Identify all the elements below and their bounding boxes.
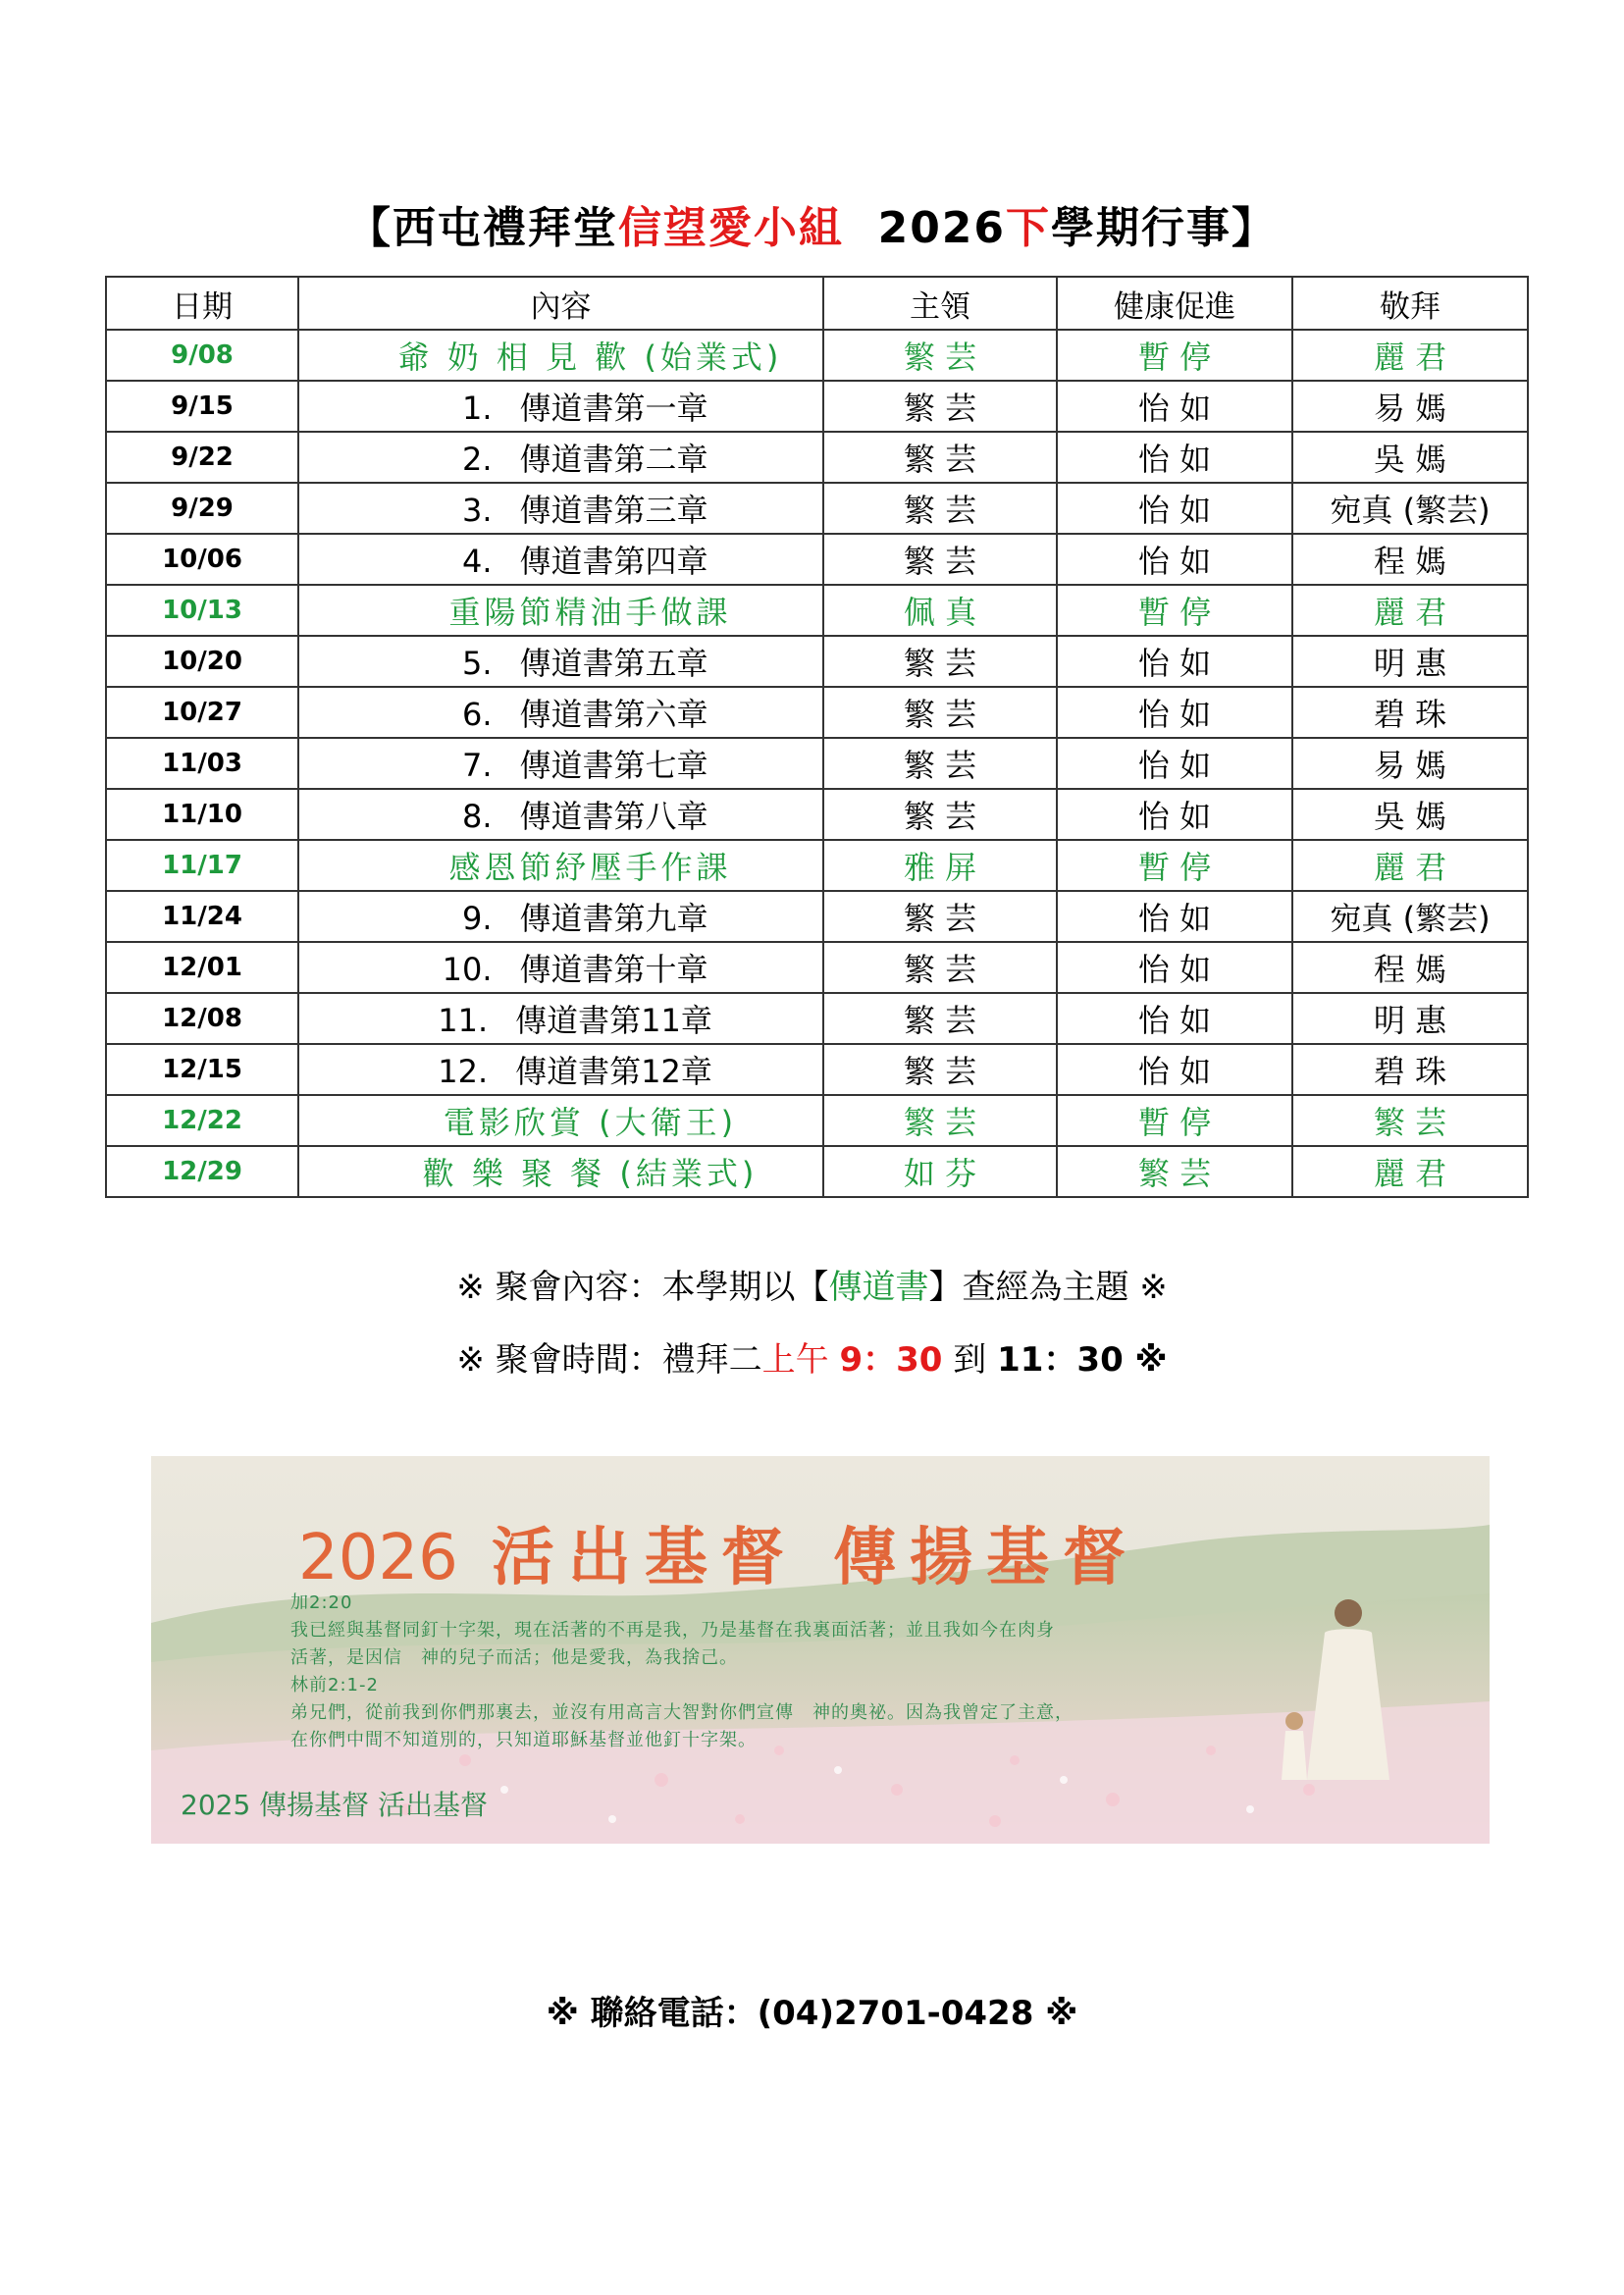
row-worship: 宛真 (繁芸) bbox=[1292, 483, 1528, 534]
row-worship: 易 媽 bbox=[1292, 738, 1528, 789]
row-content bbox=[298, 840, 823, 891]
row-health: 怡 如 bbox=[1057, 432, 1292, 483]
row-number: 5. bbox=[461, 645, 493, 682]
time-end: 11：30 ※ bbox=[997, 1340, 1168, 1380]
row-date: 10/27 bbox=[106, 687, 298, 738]
title-group: 信望愛小組 bbox=[617, 203, 844, 253]
title-year: 2026 bbox=[877, 203, 1007, 253]
row-leader: 繁 芸 bbox=[823, 1044, 1057, 1095]
verse2-line2: 在你們中間不知道別的，只知道耶穌基督並他釘十字架。 bbox=[290, 1730, 757, 1750]
verse2-line1: 弟兄們，從前我到你們那裏去，並沒有用高言大智對你們宣傳 神的奧祕。因為我曾定了主意， bbox=[290, 1702, 1074, 1723]
row-content-text: 傳道書第七章 bbox=[519, 747, 708, 784]
row-leader: 繁 芸 bbox=[823, 432, 1057, 483]
row-health: 怡 如 bbox=[1057, 738, 1292, 789]
row-content bbox=[298, 483, 823, 534]
row-health: 怡 如 bbox=[1057, 1044, 1292, 1095]
row-number: 7. bbox=[461, 747, 493, 784]
row-worship: 明 惠 bbox=[1292, 636, 1528, 687]
verse1-line1: 我已經與基督同釘十字架，現在活著的不再是我，乃是基督在我裏面活著；並且我如今在肉身 bbox=[290, 1620, 1055, 1641]
row-health: 暫 停 bbox=[1057, 840, 1292, 891]
row-content bbox=[298, 330, 823, 381]
row-date: 12/29 bbox=[106, 1146, 298, 1197]
row-worship: 吳 媽 bbox=[1292, 432, 1528, 483]
row-leader: 佩 真 bbox=[823, 585, 1057, 636]
row-worship: 碧 珠 bbox=[1292, 1044, 1528, 1095]
verse-banner bbox=[151, 1456, 1490, 1844]
time-note bbox=[0, 1332, 1624, 1381]
table-row bbox=[106, 534, 1528, 585]
row-content-text: 傳道書第12章 bbox=[515, 1053, 712, 1090]
row-health: 暫 停 bbox=[1057, 585, 1292, 636]
row-number: 11. bbox=[438, 1002, 489, 1039]
row-leader: 繁 芸 bbox=[823, 993, 1057, 1044]
header-date: 日期 bbox=[106, 277, 298, 330]
row-content-text: 傳道書第11章 bbox=[515, 1002, 712, 1039]
row-leader: 繁 芸 bbox=[823, 636, 1057, 687]
header-leader: 主領 bbox=[823, 277, 1057, 330]
title-schedule: 學期行事 bbox=[1051, 203, 1232, 253]
verse2-ref: 林前2:1-2 bbox=[290, 1675, 379, 1695]
row-content-text: 電影欣賞 (大衛王) bbox=[443, 1104, 738, 1141]
row-date: 9/22 bbox=[106, 432, 298, 483]
row-content-text: 傳道書第二章 bbox=[519, 441, 708, 478]
table-row bbox=[106, 1095, 1528, 1146]
table-row bbox=[106, 840, 1528, 891]
row-date: 9/15 bbox=[106, 381, 298, 432]
row-leader: 繁 芸 bbox=[823, 891, 1057, 942]
row-content bbox=[298, 1146, 823, 1197]
row-leader: 繁 芸 bbox=[823, 330, 1057, 381]
header-worship: 敬拜 bbox=[1292, 277, 1528, 330]
row-content bbox=[298, 381, 823, 432]
verse1-ref: 加2:20 bbox=[290, 1592, 353, 1613]
table-row bbox=[106, 1044, 1528, 1095]
row-worship: 明 惠 bbox=[1292, 993, 1528, 1044]
theme-book: 傳道書 bbox=[828, 1268, 929, 1307]
row-worship: 宛真 (繁芸) bbox=[1292, 891, 1528, 942]
row-content bbox=[298, 738, 823, 789]
title-bracket-close: 】 bbox=[1231, 203, 1278, 253]
banner-slogan: 活出基督 傳揚基督 bbox=[491, 1522, 1140, 1594]
header-health: 健康促進 bbox=[1057, 277, 1292, 330]
schedule-table bbox=[105, 276, 1529, 1198]
row-date: 10/06 bbox=[106, 534, 298, 585]
row-date: 12/22 bbox=[106, 1095, 298, 1146]
time-start: 9：30 bbox=[839, 1340, 943, 1380]
row-leader: 繁 芸 bbox=[823, 534, 1057, 585]
row-content-text: 傳道書第一章 bbox=[519, 390, 708, 427]
row-health: 怡 如 bbox=[1057, 993, 1292, 1044]
page-title bbox=[0, 192, 1624, 255]
row-content bbox=[298, 636, 823, 687]
table-row bbox=[106, 789, 1528, 840]
row-number: 12. bbox=[438, 1053, 489, 1090]
row-content-text: 傳道書第八章 bbox=[519, 798, 708, 835]
row-number: 4. bbox=[461, 543, 493, 580]
row-content bbox=[298, 687, 823, 738]
row-health: 繁 芸 bbox=[1057, 1146, 1292, 1197]
row-content-text: 歡 樂 聚 餐 (結業式) bbox=[422, 1155, 759, 1192]
table-row bbox=[106, 942, 1528, 993]
row-content-text: 重陽節精油手做課 bbox=[448, 594, 732, 631]
row-content bbox=[298, 789, 823, 840]
row-worship: 程 媽 bbox=[1292, 942, 1528, 993]
row-date: 11/10 bbox=[106, 789, 298, 840]
row-date: 11/17 bbox=[106, 840, 298, 891]
title-church: 西屯禮拜堂 bbox=[392, 203, 618, 253]
row-content bbox=[298, 1095, 823, 1146]
row-content-text: 傳道書第六章 bbox=[519, 696, 708, 733]
row-number: 3. bbox=[461, 492, 493, 529]
row-content-text: 傳道書第五章 bbox=[519, 645, 708, 682]
table-row bbox=[106, 636, 1528, 687]
row-content bbox=[298, 1044, 823, 1095]
table-row bbox=[106, 1146, 1528, 1197]
row-health: 暫 停 bbox=[1057, 330, 1292, 381]
row-date: 12/01 bbox=[106, 942, 298, 993]
table-row bbox=[106, 993, 1528, 1044]
row-content-text: 傳道書第十章 bbox=[519, 951, 708, 988]
theme-prefix: ※ 聚會內容：本學期以【 bbox=[456, 1268, 829, 1307]
row-leader: 繁 芸 bbox=[823, 687, 1057, 738]
row-number: 1. bbox=[461, 390, 493, 427]
row-health: 怡 如 bbox=[1057, 534, 1292, 585]
row-date: 10/20 bbox=[106, 636, 298, 687]
row-content-text: 傳道書第九章 bbox=[519, 900, 708, 937]
time-prefix: ※ 聚會時間：禮拜二 bbox=[456, 1340, 762, 1380]
row-worship: 繁 芸 bbox=[1292, 1095, 1528, 1146]
row-health: 怡 如 bbox=[1057, 942, 1292, 993]
row-content-text: 感恩節紓壓手作課 bbox=[448, 849, 732, 886]
row-worship: 程 媽 bbox=[1292, 534, 1528, 585]
row-date: 12/08 bbox=[106, 993, 298, 1044]
row-health: 怡 如 bbox=[1057, 636, 1292, 687]
header-content: 內容 bbox=[298, 277, 823, 330]
row-worship: 吳 媽 bbox=[1292, 789, 1528, 840]
row-number: 8. bbox=[461, 798, 493, 835]
theme-note bbox=[0, 1260, 1624, 1308]
row-health: 怡 如 bbox=[1057, 687, 1292, 738]
row-content-text: 傳道書第三章 bbox=[519, 492, 708, 529]
banner-year: 2026 bbox=[298, 1522, 458, 1594]
row-content-text: 傳道書第四章 bbox=[519, 543, 708, 580]
table-row bbox=[106, 432, 1528, 483]
row-content bbox=[298, 432, 823, 483]
row-leader: 繁 芸 bbox=[823, 789, 1057, 840]
row-date: 10/13 bbox=[106, 585, 298, 636]
row-leader: 繁 芸 bbox=[823, 381, 1057, 432]
row-worship: 麗 君 bbox=[1292, 330, 1528, 381]
row-content bbox=[298, 534, 823, 585]
table-row bbox=[106, 687, 1528, 738]
row-date: 9/08 bbox=[106, 330, 298, 381]
row-number: 2. bbox=[461, 441, 493, 478]
row-number: 9. bbox=[461, 900, 493, 937]
table-row bbox=[106, 585, 1528, 636]
row-worship: 麗 君 bbox=[1292, 1146, 1528, 1197]
time-to: 到 bbox=[953, 1340, 987, 1380]
banner-title bbox=[298, 1507, 1139, 1597]
row-number: 10. bbox=[442, 951, 493, 988]
row-date: 12/15 bbox=[106, 1044, 298, 1095]
row-worship: 麗 君 bbox=[1292, 840, 1528, 891]
row-date: 11/24 bbox=[106, 891, 298, 942]
row-date: 9/29 bbox=[106, 483, 298, 534]
row-health: 怡 如 bbox=[1057, 381, 1292, 432]
table-row bbox=[106, 483, 1528, 534]
table-row bbox=[106, 891, 1528, 942]
row-content bbox=[298, 993, 823, 1044]
row-leader: 如 芬 bbox=[823, 1146, 1057, 1197]
table-row bbox=[106, 738, 1528, 789]
row-leader: 雅 屏 bbox=[823, 840, 1057, 891]
table-row bbox=[106, 381, 1528, 432]
contact-phone: ※ 聯絡電話：(04)2701-0428 ※ bbox=[546, 1994, 1078, 2033]
row-health: 怡 如 bbox=[1057, 891, 1292, 942]
row-leader: 繁 芸 bbox=[823, 942, 1057, 993]
time-am: 上午 bbox=[761, 1340, 829, 1380]
row-worship: 易 媽 bbox=[1292, 381, 1528, 432]
row-date: 11/03 bbox=[106, 738, 298, 789]
row-leader: 繁 芸 bbox=[823, 483, 1057, 534]
row-leader: 繁 芸 bbox=[823, 1095, 1057, 1146]
row-worship: 碧 珠 bbox=[1292, 687, 1528, 738]
verse-text bbox=[290, 1590, 1074, 1754]
row-worship: 麗 君 bbox=[1292, 585, 1528, 636]
row-health: 怡 如 bbox=[1057, 483, 1292, 534]
banner-footer: 2025 傳揚基督 活出基督 bbox=[181, 1789, 489, 1821]
verse1-line2: 活著，是因信 神的兒子而活；他是愛我，為我捨己。 bbox=[290, 1647, 738, 1668]
row-health: 暫 停 bbox=[1057, 1095, 1292, 1146]
row-health: 怡 如 bbox=[1057, 789, 1292, 840]
row-content bbox=[298, 891, 823, 942]
theme-suffix: 】查經為主題 ※ bbox=[928, 1268, 1168, 1307]
row-leader: 繁 芸 bbox=[823, 738, 1057, 789]
title-semester: 下 bbox=[1006, 203, 1052, 253]
row-content-text: 爺 奶 相 見 歡 (始業式) bbox=[397, 339, 783, 376]
row-content bbox=[298, 942, 823, 993]
table-header-row bbox=[106, 277, 1528, 330]
row-content bbox=[298, 585, 823, 636]
title-bracket-open: 【 bbox=[346, 203, 393, 253]
table-row bbox=[106, 330, 1528, 381]
row-number: 6. bbox=[461, 696, 493, 733]
